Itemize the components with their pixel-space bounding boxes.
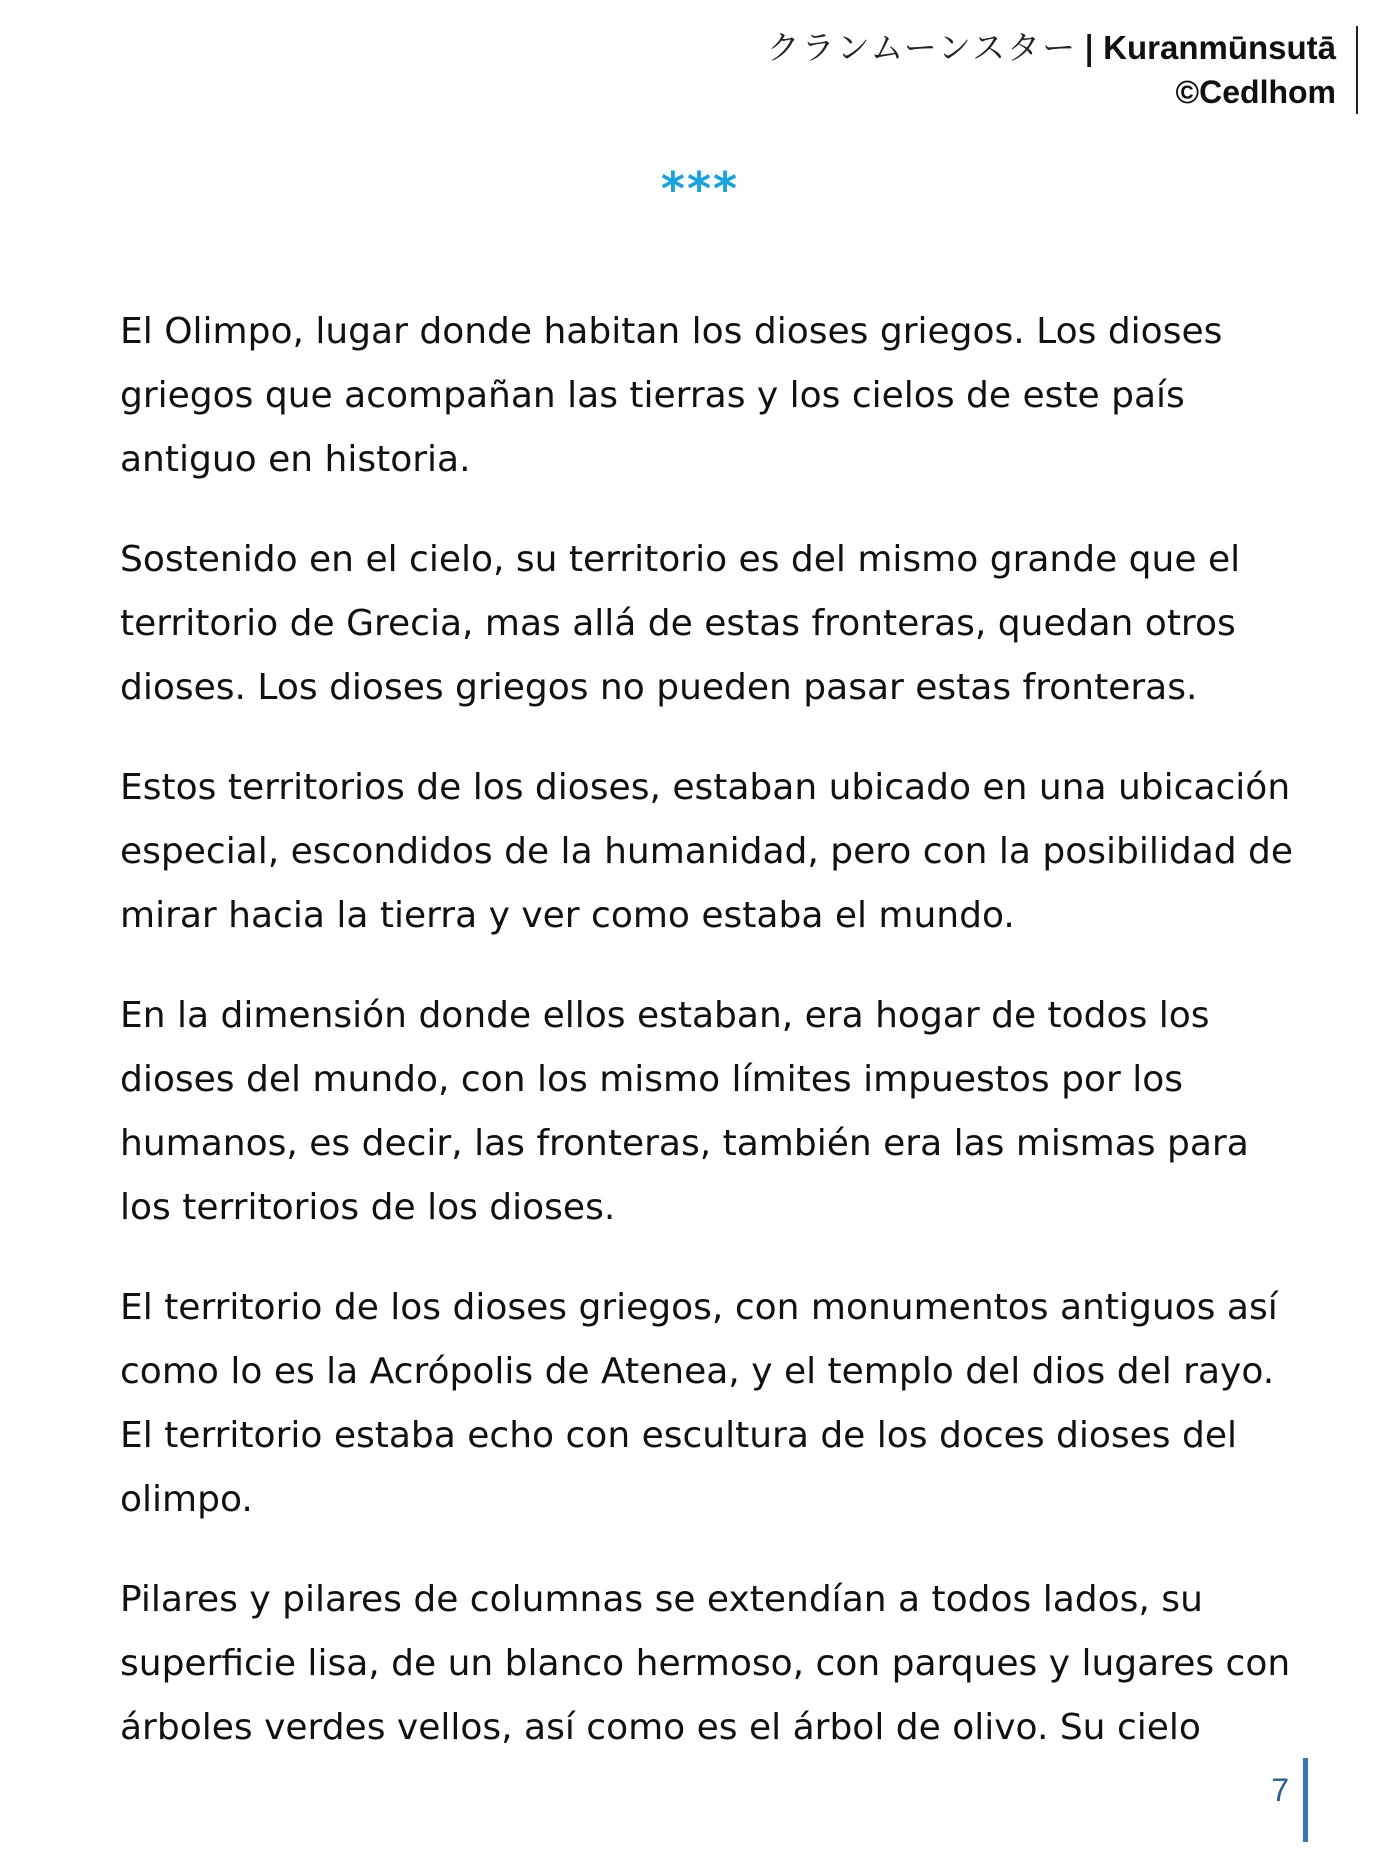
section-divider-stars: *** [660, 162, 740, 216]
paragraph: En la dimensión donde ellos estaban, era hogar de todos los dioses del mundo, con los mismo límites impuestos por los humanos, es decir, las fronteras, también era las mismas para los territorios de los dioses. [120, 995, 1249, 1228]
header-title-romaji: Kuranmūnsutā [1103, 29, 1336, 66]
header-separator: | [1083, 28, 1096, 67]
header-title-line [767, 26, 1336, 70]
body-text [120, 300, 1310, 1796]
paragraph: El territorio de los dioses griegos, con monumentos antiguos así como lo es la Acrópolis de Atenea, y el templo del dios del rayo. El territorio estaba echo con escultura de los doces dioses del olimpo. [120, 1287, 1278, 1520]
paragraph: Estos territorios de los dioses, estaban ubicado en una ubicación especial, escondidos de la humanidad, pero con la posibilidad de mirar hacia la tierra y ver como estaba el mundo. [120, 767, 1294, 936]
paragraph: Sostenido en el cielo, su territorio es del mismo grande que el territorio de Grecia, mas allá de estas fronteras, quedan otros dioses. Los dioses griegos no pueden pasar estas fronteras. [120, 539, 1241, 708]
page-header [767, 26, 1358, 114]
page-number-marker [1271, 1758, 1308, 1842]
header-copyright: ©Cedlhom [1175, 74, 1336, 110]
header-title-japanese: クランムーンスター [766, 28, 1078, 67]
paragraph: Pilares y pilares de columnas se extendían a todos lados, su superficie lisa, de un blanco hermoso, con parques y lugares con árboles verdes vellos, así como es el árbol de olivo. Su cielo [120, 1579, 1291, 1748]
paragraph: El Olimpo, lugar donde habitan los dioses griegos. Los dioses griegos que acompañan las tierras y los cielos de este país antiguo en historia. [120, 311, 1223, 480]
page-number: 7 [1271, 1772, 1289, 1808]
